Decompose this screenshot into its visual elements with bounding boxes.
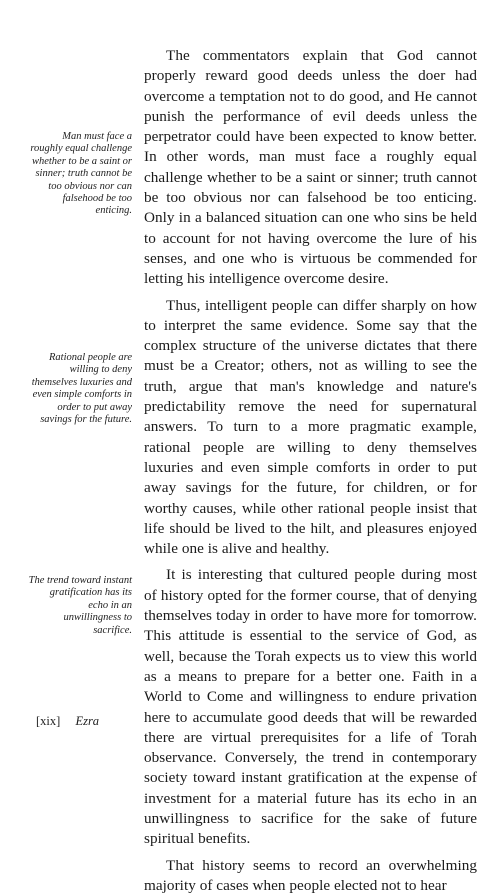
paragraph-4: That history seems to record an overwhelming majority of cases when people elected not to hear	[144, 856, 477, 894]
paragraph-2: Thus, intelligent people can differ sharply on how to interpret the same evidence. Some say that the complex structure of the universe dictates that there must be a Creator; others, not as willing to see the truth, argue that man's knowledge and nature's predictability remove the need for supernatural answers. To turn to a more pragmatic example, rational people are willing to deny themselves luxuries and even simple comforts in order to put away savings for the future, for children, or for worthy causes, while other rational people insist that life should be lived to the hilt, and pleasures enjoyed while one is alive and healthy.	[144, 296, 477, 558]
paragraph-1: The commentators explain that God cannot properly reward good deeds unless the doer had overcome a temptation not to do good, and He cannot punish the performance of evil deeds unless the perpetrator could have been expected to know better. In other words, man must face a roughly equal challenge whether to be a saint or sinner; truth cannot be too obvious nor can falsehood be too enticing. Only in a balanced situation can one who sins be held to account for not having overcome the lure of his senses, and one who is virtuous be commended for letting his intelligence overcome desire.	[144, 47, 477, 288]
page-number: [xix]	[36, 714, 61, 728]
running-title: Ezra	[75, 714, 100, 728]
margin-note-1: Man must face a roughly equal challenge whether to be a saint or sinner; truth cannot be too obvious nor can falsehood be too enticing.	[30, 131, 132, 217]
margin-note-3: The trend toward instant gratification has its echo in an unwillingness to sacrifice.	[28, 575, 132, 636]
paragraph-3: It is interesting that cultured people during most of history opted for the former course, that of denying themselves today in order to have more for tomorrow. This attitude is essential to the service of God, as well, because the Torah expects us to view this world as a means to prepare for a better one. Faith in a World to Come and willingness to endure privation here to accumulate good deeds that will be rewarded there are virtual prerequisites for a life of Torah observance. Conversely, the trend in contemporary society toward instant gratification at the expense of investment for a material future has its echo in an unwillingness to sacrifice for the sake of future spiritual benefits.	[144, 566, 477, 848]
page-footer	[36, 714, 99, 729]
main-text-column	[144, 46, 477, 896]
margin-note-2: Rational people are willing to deny themselves luxuries and even simple comforts in order to put away savings for the future.	[31, 352, 132, 426]
